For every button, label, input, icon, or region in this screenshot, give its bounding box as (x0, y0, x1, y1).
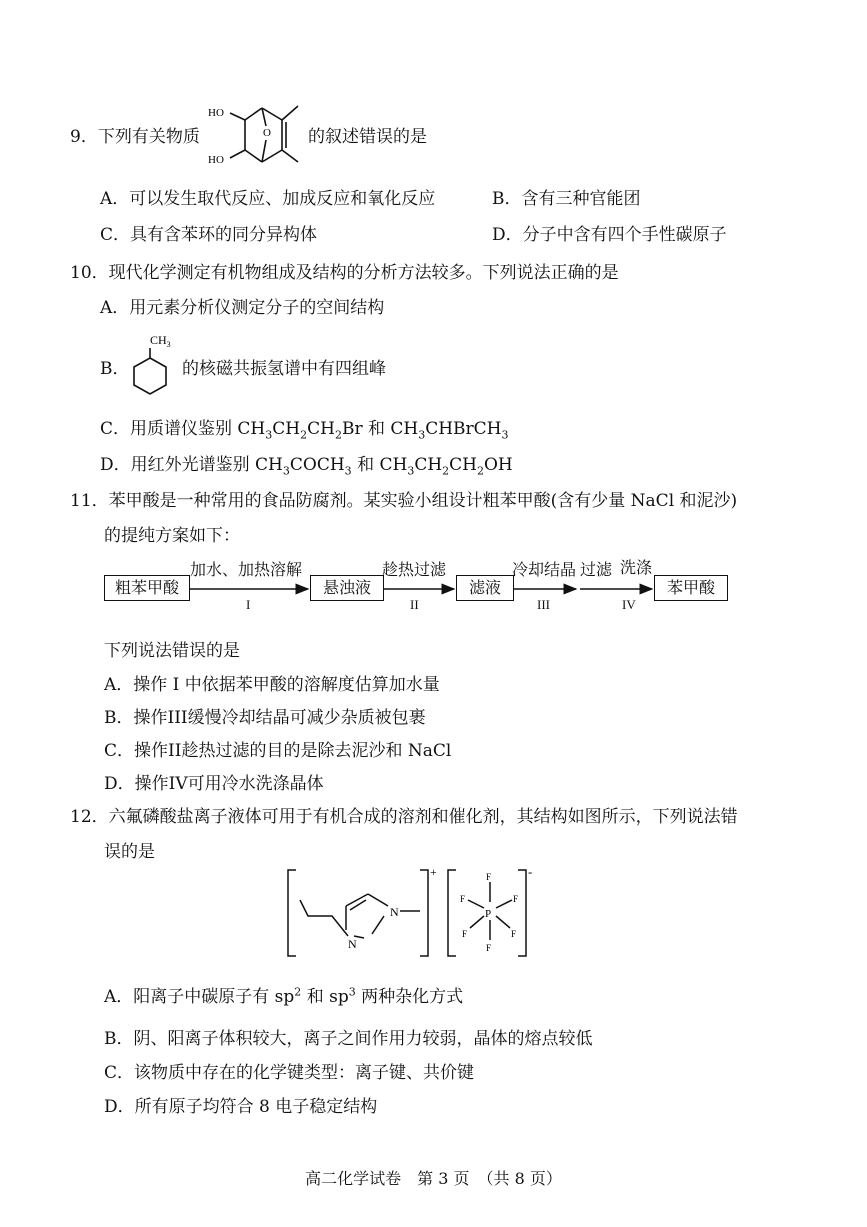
subscript: 3 (418, 428, 426, 442)
q11-option-d (104, 769, 324, 794)
option-letter: A． (104, 987, 134, 1007)
q12-stem (70, 802, 738, 827)
f-label: F (511, 929, 517, 939)
flow-roman-1: I (246, 597, 251, 612)
option-text: CH (414, 455, 443, 475)
flow-step-1: 加水、加热溶解 (190, 560, 303, 579)
option-text: 操作II趁热过滤的目的是除去泥沙和 NaCl (134, 741, 452, 761)
n-label-bottom: N (348, 937, 357, 951)
option-letter: A． (100, 298, 130, 318)
q9-stem-after: 的叙述错误的是 (308, 127, 427, 147)
option-text: CH (449, 455, 477, 475)
option-text: 操作IV可用冷水洗涤晶体 (134, 774, 324, 794)
option-text: 操作III缓慢冷却结晶可减少杂质被包裹 (133, 708, 426, 728)
flow-step-2: 趁热过滤 (382, 560, 447, 579)
minus-charge: - (528, 864, 533, 879)
option-text: 用质谱仪鉴别 CH (130, 419, 266, 439)
ho-label-bottom: HO (208, 154, 224, 166)
flow-step-4: 洗涤 (620, 558, 653, 577)
flow-box-suspension: 悬浊液 (310, 575, 384, 601)
q10-option-b-text: 的核磁共振氢谱中有四组峰 (182, 359, 386, 379)
p-label: P (485, 908, 492, 920)
f-label: F (460, 894, 466, 904)
page-footer: 高二化学试卷 第 3 页 （共 8 页） (305, 1169, 562, 1188)
question-number: 9． (70, 127, 98, 147)
option-letter: D． (100, 455, 131, 475)
option-letter: C． (100, 225, 131, 245)
option-text: 用红外光谱鉴别 CH (130, 455, 283, 475)
flow-step-3a: 冷却结晶 (512, 560, 577, 579)
subscript: 3 (282, 464, 290, 478)
n-label-top: N (390, 905, 399, 919)
ch3-label: $CH_3$ (150, 333, 171, 349)
flow-box-product: 苯甲酸 (654, 575, 728, 601)
q12-option-b (104, 1024, 593, 1049)
option-text: Br 和 CH (341, 419, 419, 439)
option-text: 具有含苯环的同分异构体 (130, 225, 318, 245)
option-letter: A． (100, 189, 130, 209)
subscript: 2 (477, 464, 484, 478)
option-text: 该物质中存在的化学键类型：离子键、共价键 (134, 1063, 475, 1083)
q10-option-b-letter: B． (100, 359, 130, 379)
flow-step-3b: 过滤 (580, 560, 613, 579)
stem-text: 六氟磷酸盐离子液体可用于有机合成的溶剂和催化剂，其结构如图所示，下列说法错 (108, 807, 738, 827)
ionic-liquid-structure (280, 862, 550, 962)
option-text: 和 sp (301, 987, 349, 1007)
option-letter: C． (104, 741, 135, 761)
q11-sub-stem: 下列说法错误的是 (104, 641, 240, 661)
q12-option-c (104, 1058, 474, 1083)
option-text: 用元素分析仪测定分子的空间结构 (129, 298, 385, 318)
option-letter: B． (104, 708, 134, 728)
option-letter: C． (104, 1063, 135, 1083)
f-label: F (486, 872, 492, 882)
question-number: 10． (70, 263, 109, 283)
option-letter: A． (104, 675, 134, 695)
option-text: CH (272, 419, 301, 439)
flow-box-filtrate: 滤液 (456, 575, 514, 601)
option-letter: B． (104, 1029, 134, 1049)
ho-label-top: HO (208, 107, 224, 119)
stem-text: 苯甲酸是一种常用的食品防腐剂。某实验小组设计粗苯甲酸(含有少量 NaCl 和泥沙) (108, 491, 738, 511)
subscript: 3 (265, 428, 273, 442)
q12-option-d (104, 1092, 377, 1117)
option-text: 所有原子均符合 8 电子稳定结构 (134, 1097, 378, 1117)
stem-text: 现代化学测定有机物组成及结构的分析方法较多。下列说法正确的是 (108, 263, 619, 283)
option-text: 和 CH (351, 455, 408, 475)
option-text: 阴、阳离子体积较大，离子之间作用力较弱，晶体的熔点较低 (133, 1029, 593, 1049)
question-number: 12． (70, 807, 109, 827)
option-text: 阳离子中碳原子有 sp (133, 987, 295, 1007)
option-letter: D． (492, 225, 523, 245)
q12-stem-line2: 误的是 (104, 842, 155, 862)
option-text: 分子中含有四个手性碳原子 (522, 225, 727, 245)
option-text: 两种杂化方式 (355, 987, 464, 1007)
flow-roman-2: II (410, 597, 419, 612)
subscript: 2 (300, 428, 308, 442)
f-label: F (486, 943, 492, 953)
q11-stem-line2: 的提纯方案如下： (104, 526, 240, 546)
option-text: COCH (289, 455, 345, 475)
q11-option-b (104, 703, 426, 728)
option-letter: D． (104, 1097, 135, 1117)
superscript: 3 (348, 985, 356, 999)
subscript: 2 (334, 428, 342, 442)
superscript: 2 (294, 985, 302, 999)
option-letter: C． (100, 419, 131, 439)
subscript: 3 (501, 428, 509, 442)
option-letter: B． (492, 189, 522, 209)
flow-roman-3: III (537, 597, 550, 612)
q11-option-c (104, 736, 451, 761)
flow-roman-4: IV (622, 597, 636, 612)
subscript: 2 (442, 464, 450, 478)
question-number: 11． (70, 491, 109, 511)
option-letter: D． (104, 774, 135, 794)
f-label: F (462, 929, 468, 939)
flow-box-crude: 粗苯甲酸 (104, 575, 190, 601)
f-label: F (513, 894, 519, 904)
q12-option-a (104, 982, 463, 1007)
subscript: 3 (407, 464, 415, 478)
option-text: 操作 I 中依据苯甲酸的溶解度估算加水量 (133, 675, 440, 695)
stem-text: 下列有关物质 (97, 127, 200, 147)
bridge-o-label: O (263, 127, 271, 139)
subscript: 3 (344, 464, 352, 478)
option-text: 含有三种官能团 (521, 189, 641, 209)
option-text: OH (484, 455, 513, 475)
q11-option-a (104, 670, 440, 695)
option-text: CH (307, 419, 335, 439)
option-text: CHBrCH (425, 419, 502, 439)
plus-charge: + (430, 865, 437, 879)
option-text: 可以发生取代反应、加成反应和氧化反应 (129, 189, 436, 209)
